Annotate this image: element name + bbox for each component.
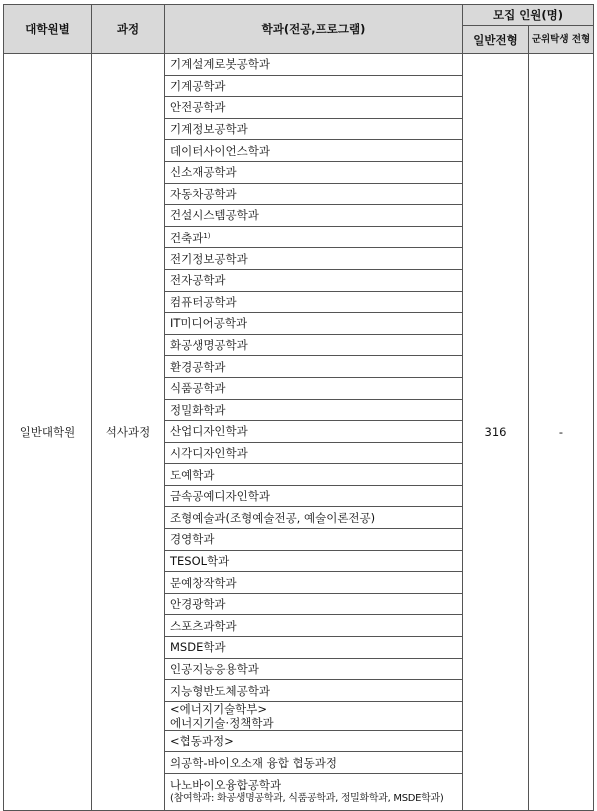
program-cell: 산업디자인학과: [165, 421, 463, 443]
program-cell: 전자공학과: [165, 269, 463, 291]
program-label: 건축과: [170, 231, 204, 246]
energy-dept-label: 에너지기술·정책학과: [170, 715, 274, 730]
header-course: 과정: [92, 5, 165, 54]
program-cell: 식품공학과: [165, 377, 463, 399]
general-quota-cell: 316: [463, 54, 529, 811]
program-cell: 건설시스템공학과: [165, 205, 463, 227]
program-cell-architecture: [165, 226, 463, 248]
program-cell: 지능형반도체공학과: [165, 680, 463, 702]
program-cell: 도예학과: [165, 464, 463, 486]
admission-table-wrapper: [3, 4, 594, 811]
header-row-1: [4, 5, 594, 26]
footnote-mark: 1): [203, 232, 211, 241]
military-quota-cell: -: [529, 54, 594, 811]
program-cell: 기계정보공학과: [165, 118, 463, 140]
program-cell: 안경광학과: [165, 593, 463, 615]
program-cell: 문예창작학과: [165, 572, 463, 594]
header-quota: 모집 인원(명): [463, 5, 594, 26]
header-military: 군위탁생 전형: [529, 26, 594, 54]
program-cell: 경영학과: [165, 529, 463, 551]
program-cell: 시각디자인학과: [165, 442, 463, 464]
program-cell: 화공생명공학과: [165, 334, 463, 356]
program-cell: 조형예술과(조형예술전공, 예술이론전공): [165, 507, 463, 529]
program-cell: 컴퓨터공학과: [165, 291, 463, 313]
program-cell: 기계공학과: [165, 75, 463, 97]
program-cell: 전기정보공학과: [165, 248, 463, 270]
program-cell: 안전공학과: [165, 97, 463, 119]
energy-division-label: <에너지기술학부>: [170, 701, 268, 716]
program-cell: 정밀화학과: [165, 399, 463, 421]
program-cell-cooperative: <협동과정>: [165, 730, 463, 752]
program-cell: 인공지능응용학과: [165, 658, 463, 680]
program-cell: 스포츠과학과: [165, 615, 463, 637]
header-dept: 학과(전공,프로그램): [165, 5, 463, 54]
table-row: [4, 54, 594, 76]
program-cell: 데이터사이언스학과: [165, 140, 463, 162]
header-univ: 대학원별: [4, 5, 92, 54]
admission-table: [3, 4, 594, 811]
program-cell-medical: 의공학-바이오소재 융합 협동과정: [165, 752, 463, 774]
nano-dept-label: 나노바이오융합공학과: [170, 778, 282, 792]
program-cell: 자동차공학과: [165, 183, 463, 205]
program-cell: TESOL학과: [165, 550, 463, 572]
program-cell-energy: [165, 701, 463, 730]
program-cell: IT미디어공학과: [165, 313, 463, 335]
univ-cell: 일반대학원: [4, 54, 92, 811]
course-cell: 석사과정: [92, 54, 165, 811]
program-cell: 환경공학과: [165, 356, 463, 378]
program-cell: 금속공예디자인학과: [165, 485, 463, 507]
program-cell: 기계설계로봇공학과: [165, 54, 463, 76]
nano-participants-label: (참여학과: 화공생명공학과, 식품공학과, 정밀화학과, MSDE학과): [170, 793, 444, 804]
program-cell-nano: [165, 774, 463, 811]
program-cell: MSDE학과: [165, 637, 463, 659]
header-general: 일반전형: [463, 26, 529, 54]
program-cell: 신소재공학과: [165, 161, 463, 183]
